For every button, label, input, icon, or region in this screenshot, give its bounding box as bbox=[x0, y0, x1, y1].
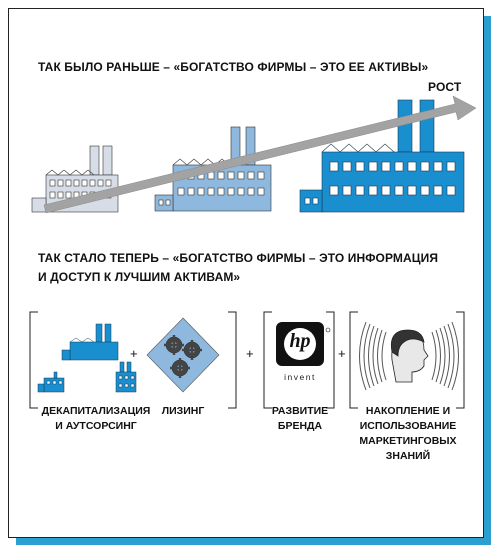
label-brand-line2: БРЕНДА bbox=[277, 420, 323, 432]
label-decapitalization-line1: ДЕКАПИТАЛИЗАЦИЯ bbox=[41, 405, 151, 417]
label-brand-line1: РАЗВИТИЕ bbox=[271, 405, 329, 417]
label-knowledge-line4: ЗНАНИЙ bbox=[385, 450, 431, 462]
hp-logo-text: hp bbox=[289, 330, 311, 352]
leasing-gears-icon bbox=[147, 318, 219, 392]
factory-large-icon bbox=[300, 100, 464, 212]
label-knowledge-line2: ИСПОЛЬЗОВАНИЕ bbox=[359, 420, 457, 432]
section-now-title-line1: ТАК СТАЛО ТЕПЕРЬ – «БОГАТСТВО ФИРМЫ – ЭТО ИНФОРМАЦИЯ bbox=[38, 251, 439, 265]
label-knowledge-line3: МАРКЕТИНГОВЫХ bbox=[359, 435, 457, 447]
label-decapitalization-line2: И АУТСОРСИНГ bbox=[55, 420, 137, 432]
label-knowledge-line1: НАКОПЛЕНИЕ И bbox=[365, 405, 451, 417]
hp-invent-text: invent bbox=[284, 372, 316, 382]
sound-waves-left-icon bbox=[360, 322, 387, 390]
plus-operator-1: + bbox=[130, 346, 138, 361]
sound-waves-right-icon bbox=[432, 322, 459, 390]
plus-operator-2: + bbox=[246, 346, 254, 361]
plus-operator-3: + bbox=[338, 346, 346, 361]
outsourcing-factory-icon bbox=[62, 324, 118, 360]
label-decapitalization bbox=[36, 404, 156, 434]
outsourcing-small-building-right-icon bbox=[116, 362, 136, 392]
section-before-title: ТАК БЫЛО РАНЬШЕ – «БОГАТСТВО ФИРМЫ – ЭТО ЕЕ АКТИВЫ» bbox=[38, 60, 429, 74]
label-leasing: ЛИЗИНГ bbox=[161, 405, 205, 417]
outsourcing-small-building-left-icon bbox=[38, 372, 64, 392]
growth-label: РОСТ bbox=[428, 80, 462, 94]
section-now-title-line2: И ДОСТУП К ЛУЧШИМ АКТИВАМ» bbox=[38, 270, 241, 284]
person-head-icon bbox=[391, 330, 428, 382]
label-knowledge bbox=[352, 404, 464, 464]
label-brand bbox=[268, 404, 332, 434]
